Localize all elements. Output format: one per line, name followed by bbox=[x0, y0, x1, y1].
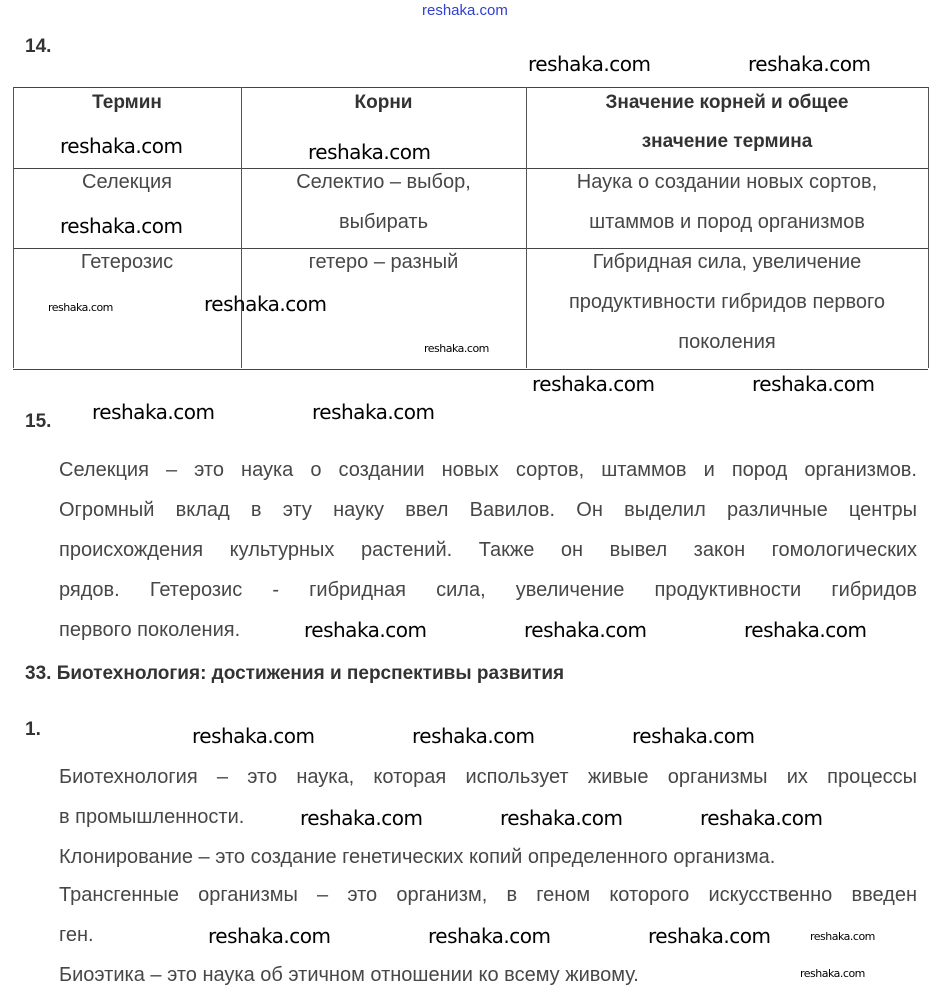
watermark: reshaka.com bbox=[92, 400, 215, 424]
watermark: reshaka.com bbox=[204, 292, 327, 316]
watermark: reshaka.com bbox=[428, 924, 551, 948]
watermark: reshaka.com bbox=[700, 806, 823, 830]
text-line: происхождения культурных растений. Также он вывел закон гомологических bbox=[59, 539, 917, 561]
section-title: 33. Биотехнология: достижения и перспективы развития bbox=[25, 663, 565, 684]
text-line: Клонирование – это создание генетических копий определенного организма. bbox=[59, 846, 776, 868]
cell-roots: выбирать bbox=[338, 211, 428, 233]
cell-meaning: продуктивности гибридов первого bbox=[568, 291, 886, 313]
watermark: reshaka.com bbox=[308, 140, 431, 164]
header-roots: Корни bbox=[354, 92, 413, 113]
cell-roots: гетеро – разный bbox=[308, 251, 459, 273]
watermark: reshaka.com bbox=[424, 342, 489, 355]
watermark: reshaka.com bbox=[192, 724, 315, 748]
col-divider bbox=[13, 87, 14, 368]
task-1-number: 1. bbox=[25, 719, 41, 740]
watermark: reshaka.com bbox=[422, 2, 508, 19]
watermark: reshaka.com bbox=[524, 618, 647, 642]
watermark: reshaka.com bbox=[48, 301, 113, 314]
watermark: reshaka.com bbox=[532, 372, 655, 396]
col-divider bbox=[928, 87, 929, 368]
text-line: рядов. Гетерозис - гибридная сила, увеличение продуктивности гибридов bbox=[59, 579, 917, 601]
watermark: reshaka.com bbox=[60, 134, 183, 158]
watermark: reshaka.com bbox=[304, 618, 427, 642]
text-line: Биотехнология – это наука, которая использует живые организмы их процессы bbox=[59, 766, 917, 788]
watermark: reshaka.com bbox=[412, 724, 535, 748]
header-meaning: Значение корней и общее bbox=[605, 92, 849, 113]
cell-term: Селекция bbox=[82, 171, 172, 193]
watermark: reshaka.com bbox=[810, 930, 875, 943]
text-line: Селекция – это наука о создании новых сортов, штаммов и пород организмов. bbox=[59, 459, 917, 481]
cell-roots: Селектио – выбор, bbox=[296, 171, 471, 193]
text-line: Биоэтика – это наука об этичном отношении ко всему живому. bbox=[59, 964, 639, 986]
watermark: reshaka.com bbox=[632, 724, 755, 748]
cell-meaning: штаммов и пород организмов bbox=[589, 211, 865, 233]
cell-meaning: Наука о создании новых сортов, bbox=[576, 171, 878, 193]
watermark: reshaka.com bbox=[648, 924, 771, 948]
cell-meaning: Гибридная сила, увеличение bbox=[592, 251, 862, 273]
watermark: reshaka.com bbox=[748, 52, 871, 76]
text-line: Трансгенные организмы – это организм, в геном которого искусственно введен bbox=[59, 884, 917, 906]
text-line: ген. bbox=[59, 924, 94, 946]
watermark: reshaka.com bbox=[800, 967, 865, 980]
watermark: reshaka.com bbox=[528, 52, 651, 76]
header-meaning-2: значение термина bbox=[641, 131, 813, 152]
header-term: Термин bbox=[92, 92, 162, 113]
watermark: reshaka.com bbox=[744, 618, 867, 642]
cell-meaning: поколения bbox=[678, 331, 776, 353]
text-line: Огромный вклад в эту науку ввел Вавилов. Он выделил различные центры bbox=[59, 499, 917, 521]
watermark: reshaka.com bbox=[312, 400, 435, 424]
task-15-number: 15. bbox=[25, 411, 52, 432]
text-line: в промышленности. bbox=[59, 806, 245, 828]
watermark: reshaka.com bbox=[300, 806, 423, 830]
cell-term: Гетерозис bbox=[80, 251, 174, 273]
task-14-number: 14. bbox=[25, 36, 52, 57]
text-line: первого поколения. bbox=[59, 619, 241, 641]
watermark: reshaka.com bbox=[752, 372, 875, 396]
watermark: reshaka.com bbox=[208, 924, 331, 948]
watermark: reshaka.com bbox=[500, 806, 623, 830]
watermark: reshaka.com bbox=[60, 214, 183, 238]
